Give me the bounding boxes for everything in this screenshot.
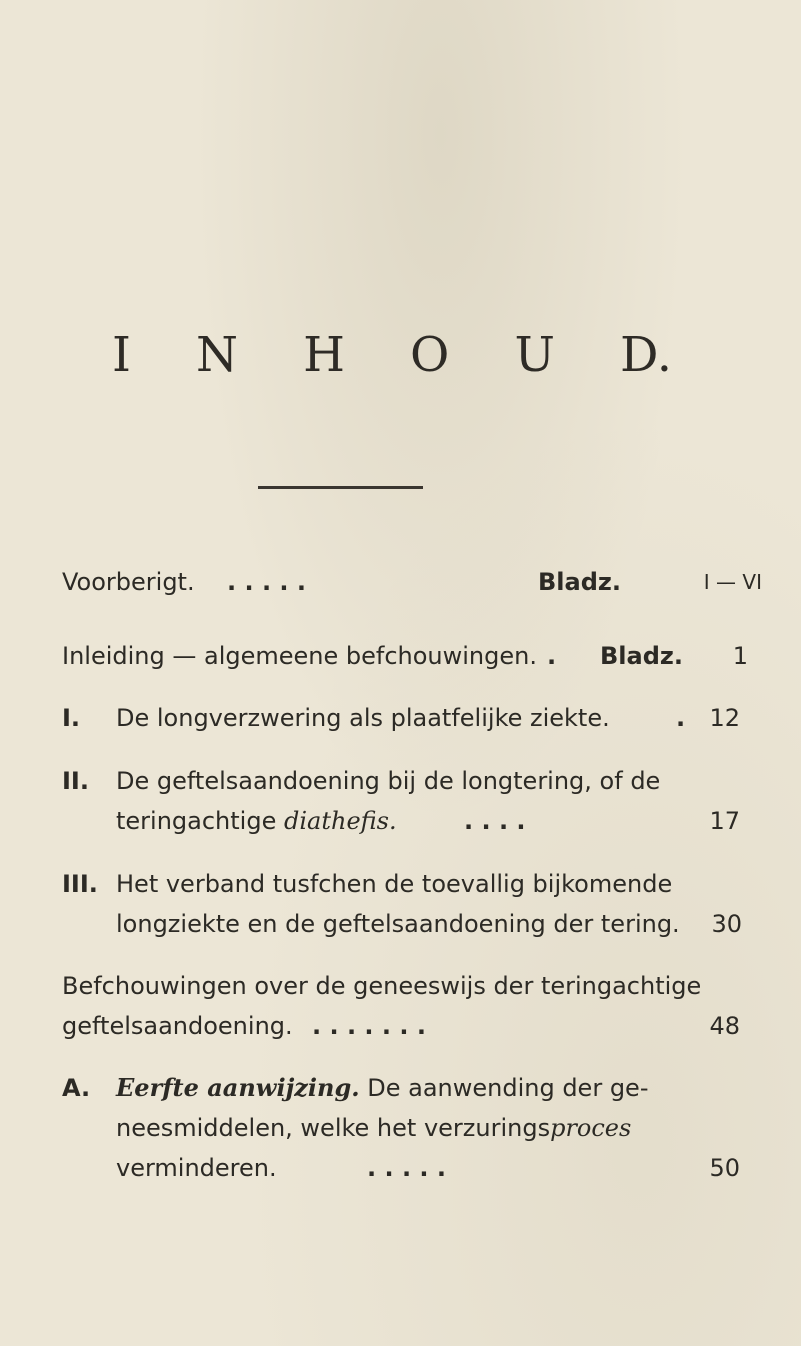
title-divider — [258, 486, 423, 489]
title-letter: I — [112, 327, 131, 383]
toc-entry-befchouwingen — [62, 966, 762, 1046]
leader-dots: . . . . . — [367, 1154, 447, 1182]
entry-label-line2: teringachtige — [116, 807, 277, 835]
entry-label-italic: proces — [550, 1114, 632, 1142]
entry-label-italic: diathefis. — [284, 807, 397, 835]
bladz-label: Bladz. — [600, 642, 683, 670]
leader-dots: . — [547, 642, 557, 670]
entry-label: Voorberigt. — [62, 568, 195, 596]
entry-label-italic: Eerfte aanwijzing. — [116, 1073, 360, 1102]
toc-entry-voorberigt — [62, 562, 762, 602]
entry-label-line1: Het verband tusfchen de toevallig bijkomende — [116, 870, 673, 898]
page-number: 30 — [711, 910, 742, 938]
toc-entry-inleiding — [62, 636, 762, 676]
title-letter: N — [196, 327, 239, 383]
toc-entry-chapter-1 — [62, 698, 762, 738]
entry-label-line2: geftelsaandoening. — [62, 1012, 293, 1040]
entry-label: Inleiding — algemeene befchouwingen. — [62, 642, 537, 670]
section-letter: A. — [62, 1074, 91, 1102]
page-number: 17 — [709, 807, 740, 835]
entry-label-line1: De geftelsaandoening bij de longtering, of de — [116, 767, 661, 795]
title-letter: O — [410, 327, 450, 383]
page-title — [112, 327, 672, 383]
toc-entry-chapter-3 — [62, 864, 762, 944]
leader-dots: . . . . — [464, 807, 526, 835]
title-letter: U — [514, 327, 555, 383]
entry-label-line3: verminderen. — [116, 1154, 277, 1182]
toc-entry-a — [62, 1068, 762, 1188]
chapter-number: III. — [62, 870, 98, 898]
leader-dots: . . . . . — [227, 568, 307, 596]
chapter-number: II. — [62, 767, 89, 795]
entry-label-line2: longziekte en de geftelsaandoening der tering. — [116, 910, 680, 938]
page-number: 50 — [709, 1154, 740, 1182]
bladz-label: Bladz. — [538, 568, 621, 596]
leader-dots: . . . . . . . — [312, 1012, 426, 1040]
page-number: 12 — [709, 704, 740, 732]
entry-label-line1: De aanwending der ge- — [367, 1074, 649, 1102]
entry-label: De longverzwering als plaatfelijke ziekte. — [116, 704, 610, 732]
entry-label-line1: Befchouwingen over de geneeswijs der teringachtige — [62, 972, 702, 1000]
toc-entry-chapter-2 — [62, 761, 762, 841]
leader-dots: . — [676, 704, 686, 732]
page-number: 48 — [709, 1012, 740, 1040]
title-letter: D. — [619, 327, 672, 383]
page-number: 1 — [732, 642, 748, 670]
page-number: I — VI — [703, 570, 762, 594]
title-letter: H — [303, 327, 345, 383]
chapter-number: I. — [62, 704, 81, 732]
entry-label-line2: neesmiddelen, welke het verzurings — [116, 1114, 551, 1142]
